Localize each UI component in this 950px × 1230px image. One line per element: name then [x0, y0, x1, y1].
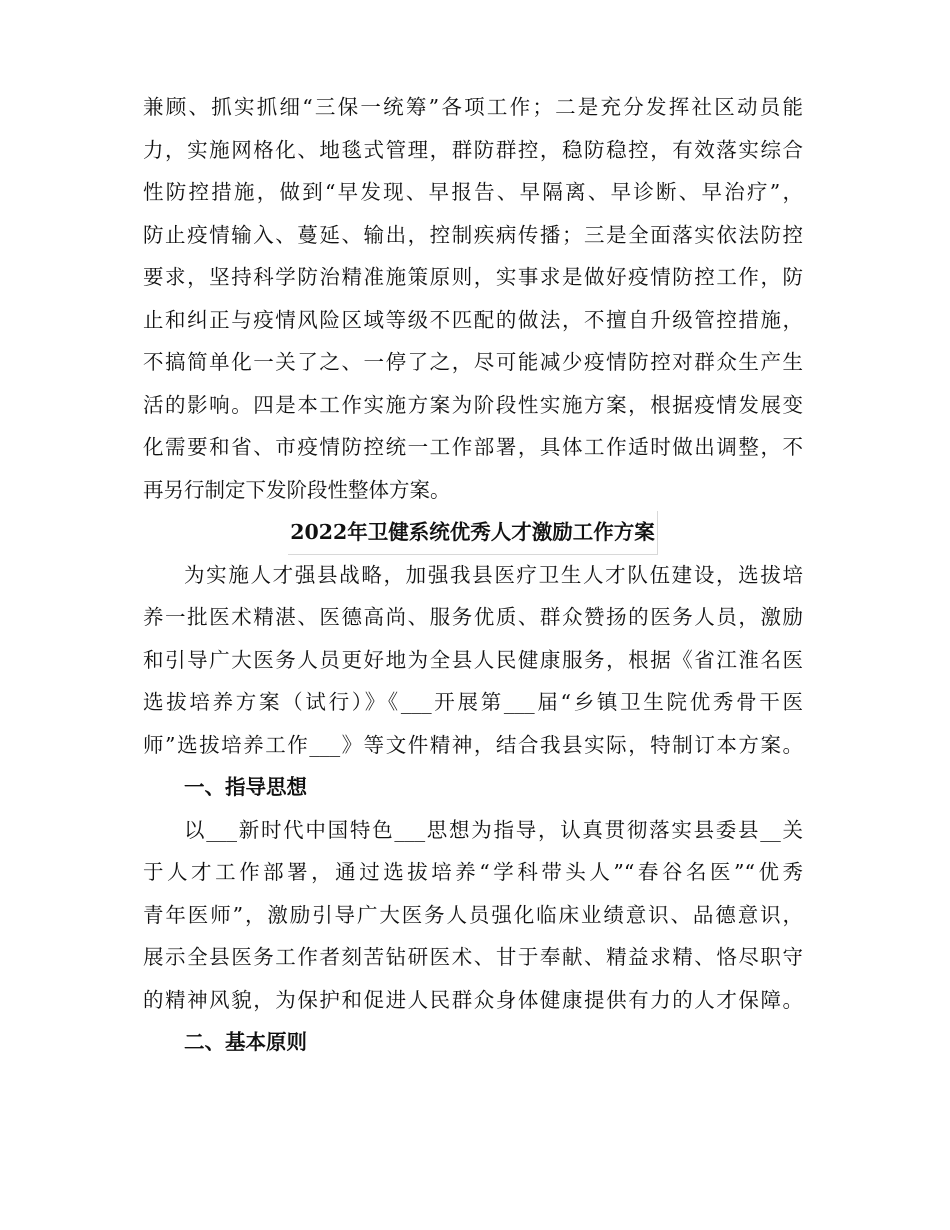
text-line: 师”选拔培养工作___》等文件精神，结合我县实际，特制订本方案。	[143, 732, 803, 757]
text-line: 的精神风貌，为保护和促进人民群众身体健康提供有力的人才保障。	[143, 987, 803, 1012]
section-heading-basic-principles: 二、基本原则	[184, 1030, 307, 1054]
document-title-text: 2022年卫健系统优秀人才激励工作方案	[288, 511, 658, 555]
text-line: 以___新时代中国特色___思想为指导，认真贯彻落实县委县__关	[184, 817, 803, 842]
text-line: 展示全县医务工作者刻苦钻研医术、甘于奉献、精益求精、恪尽职守	[143, 945, 803, 969]
text-line: 不搞简单化一关了之、一停了之，尽可能减少疫情防控对群众生产生	[143, 350, 803, 374]
text-line: 再另行制定下发阶段性整体方案。	[143, 477, 451, 502]
text-line: 性防控措施，做到“早发现、早报告、早隔离、早诊断、早治疗”，	[143, 180, 803, 204]
text-line: 要求，坚持科学防治精准施策原则，实事求是做好疫情防控工作，防	[143, 265, 803, 289]
text-line: 选拔培养方案（试行）》《___开展第___届“乡镇卫生院优秀骨干医	[143, 690, 803, 714]
text-line: 于人才工作部署，通过选拔培养“学科带头人”“春谷名医”“优秀	[143, 860, 803, 884]
text-line: 兼顾、抓实抓细“三保一统筹”各项工作；二是充分发挥社区动员能	[143, 95, 803, 119]
section1-paragraph	[143, 809, 803, 1022]
text-line: 力，实施网格化、地毯式管理，群防群控，稳防稳控，有效落实综合	[143, 137, 803, 162]
document-title	[143, 511, 803, 554]
text-line: 防止疫情输入、蔓延、输出，控制疾病传播；三是全面落实依法防控	[143, 222, 803, 247]
section-heading-guiding-ideology: 一、指导思想	[184, 775, 307, 799]
intro-paragraph	[143, 554, 803, 767]
text-line: 养一批医术精湛、医德高尚、服务优质、群众赞扬的医务人员，激励	[143, 605, 803, 629]
paragraph-continued	[143, 86, 803, 511]
text-line: 止和纠正与疫情风险区域等级不匹配的做法，不擅自升级管控措施，	[143, 307, 803, 332]
document-page	[143, 86, 803, 1064]
text-line: 化需要和省、市疫情防控统一工作部署，具体工作适时做出调整，不	[143, 435, 803, 459]
text-line: 和引导广大医务人员更好地为全县人民健康服务，根据《省江淮名医	[143, 647, 803, 672]
text-line: 为实施人才强县战略，加强我县医疗卫生人才队伍建设，选拔培	[184, 562, 803, 587]
text-line: 青年医师”，激励引导广大医务人员强化临床业绩意识、品德意识，	[143, 902, 803, 927]
text-line: 活的影响。四是本工作实施方案为阶段性实施方案，根据疫情发展变	[143, 392, 803, 417]
